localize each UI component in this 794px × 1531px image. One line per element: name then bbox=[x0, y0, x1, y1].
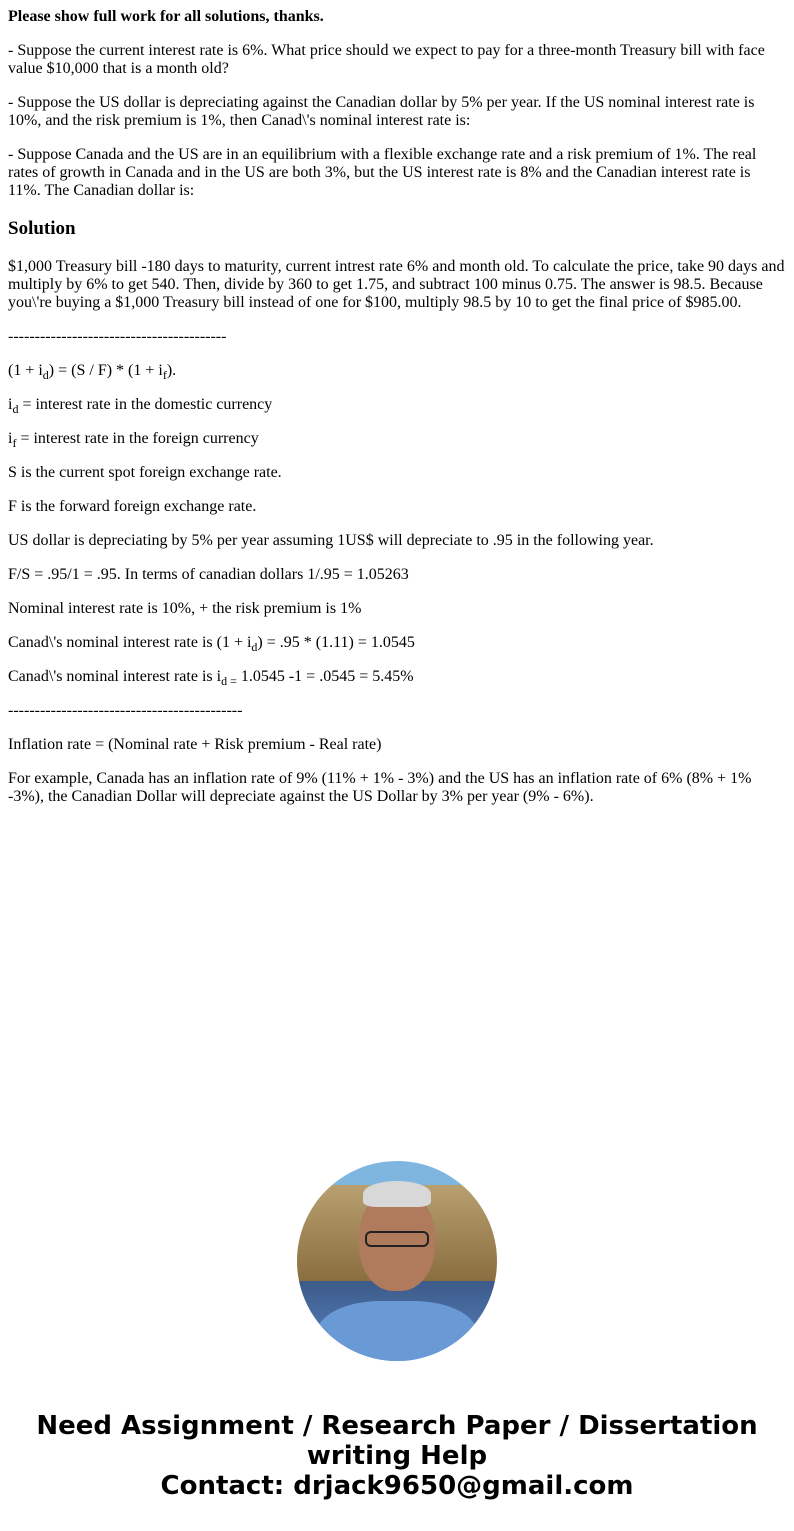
footer-line-1: Need Assignment / Research Paper / Dissertation writing Help bbox=[36, 1411, 758, 1471]
t: 1.0545 -1 = .0545 = 5.45% bbox=[236, 668, 414, 685]
t: i bbox=[8, 430, 13, 447]
photo-glasses bbox=[365, 1231, 429, 1247]
document bbox=[0, 8, 794, 806]
definition-f: F is the forward foreign exchange rate. bbox=[8, 498, 257, 515]
sub: d = bbox=[221, 674, 237, 688]
sub: d bbox=[251, 640, 258, 654]
separator: ----------------------------------------- bbox=[8, 328, 227, 345]
author-photo bbox=[297, 1161, 497, 1361]
sub: f bbox=[12, 436, 17, 450]
line: Nominal interest rate is 10%, + the risk premium is 1% bbox=[8, 600, 362, 617]
sub: d bbox=[12, 402, 19, 416]
footer-ad bbox=[0, 1411, 794, 1501]
line: US dollar is depreciating by 5% per year assuming 1US$ will depreciate to .95 in the following year. bbox=[8, 532, 654, 549]
definition-s: S is the current spot foreign exchange rate. bbox=[8, 464, 282, 481]
line: Inflation rate = (Nominal rate + Risk premium - Real rate) bbox=[8, 736, 382, 753]
line bbox=[8, 668, 786, 686]
t: i bbox=[8, 396, 13, 413]
t: = interest rate in the foreign currency bbox=[16, 430, 259, 447]
t: (1 + i bbox=[8, 362, 43, 379]
line: F/S = .95/1 = .95. In terms of canadian dollars 1/.95 = 1.05263 bbox=[8, 566, 409, 583]
photo-shirt bbox=[317, 1301, 477, 1361]
intro-text: Please show full work for all solutions, thanks. bbox=[8, 8, 324, 25]
t: ) = .95 * (1.11) = 1.0545 bbox=[257, 634, 415, 651]
line: For example, Canada has an inflation rate of 9% (11% + 1% - 3%) and the US has an inflation rate of 6% (8% + 1% -3%), the Canadian Dollar will depreciate against the US Dollar by 3% per year (9% - 6%). bbox=[8, 770, 752, 805]
sub: d bbox=[42, 368, 49, 382]
separator: -------------------------------------------- bbox=[8, 702, 243, 719]
formula bbox=[8, 362, 786, 380]
question-intro bbox=[8, 8, 786, 26]
question-2: - Suppose the US dollar is depreciating against the Canadian dollar by 5% per year. If the US nominal interest rate is 10%, and the risk premium is 1%, then Canad\'s nominal interest rate is: bbox=[8, 94, 755, 129]
t: ) = (S / F) * (1 + i bbox=[48, 362, 163, 379]
t: ). bbox=[166, 362, 177, 379]
t: Canad\'s nominal interest rate is i bbox=[8, 668, 222, 685]
question-1: - Suppose the current interest rate is 6%. What price should we expect to pay for a three-month Treasury bill with face value $10,000 that is a month old? bbox=[8, 42, 765, 77]
definition-id bbox=[8, 396, 786, 414]
definition-if bbox=[8, 430, 786, 448]
solution-paragraph-1: $1,000 Treasury bill -180 days to maturity, current intrest rate 6% and month old. To calculate the price, take 90 days and multiply by 6% to get 540. Then, divide by 360 to get 1.75, and subtract 100 minus 0.75. The answer is 98.5. Because you\'re buying a $1,000 Treasury bill instead of one for $100, multiply 98.5 by 10 to get the final price of $985.00. bbox=[8, 258, 785, 311]
t: Canad\'s nominal interest rate is (1 + i bbox=[8, 634, 252, 651]
t: = interest rate in the domestic currency bbox=[18, 396, 273, 413]
solution-heading: Solution bbox=[8, 218, 76, 239]
photo-hair bbox=[363, 1181, 431, 1207]
question-3: - Suppose Canada and the US are in an equilibrium with a flexible exchange rate and a risk premium of 1%. The real rates of growth in Canada and in the US are both 3%, but the US interest rate is 8% and the Canadian interest rate is 11%. The Canadian dollar is: bbox=[8, 146, 757, 199]
sub: f bbox=[162, 368, 167, 382]
footer-contact: Contact: drjack9650@gmail.com bbox=[160, 1471, 634, 1501]
line bbox=[8, 634, 786, 652]
